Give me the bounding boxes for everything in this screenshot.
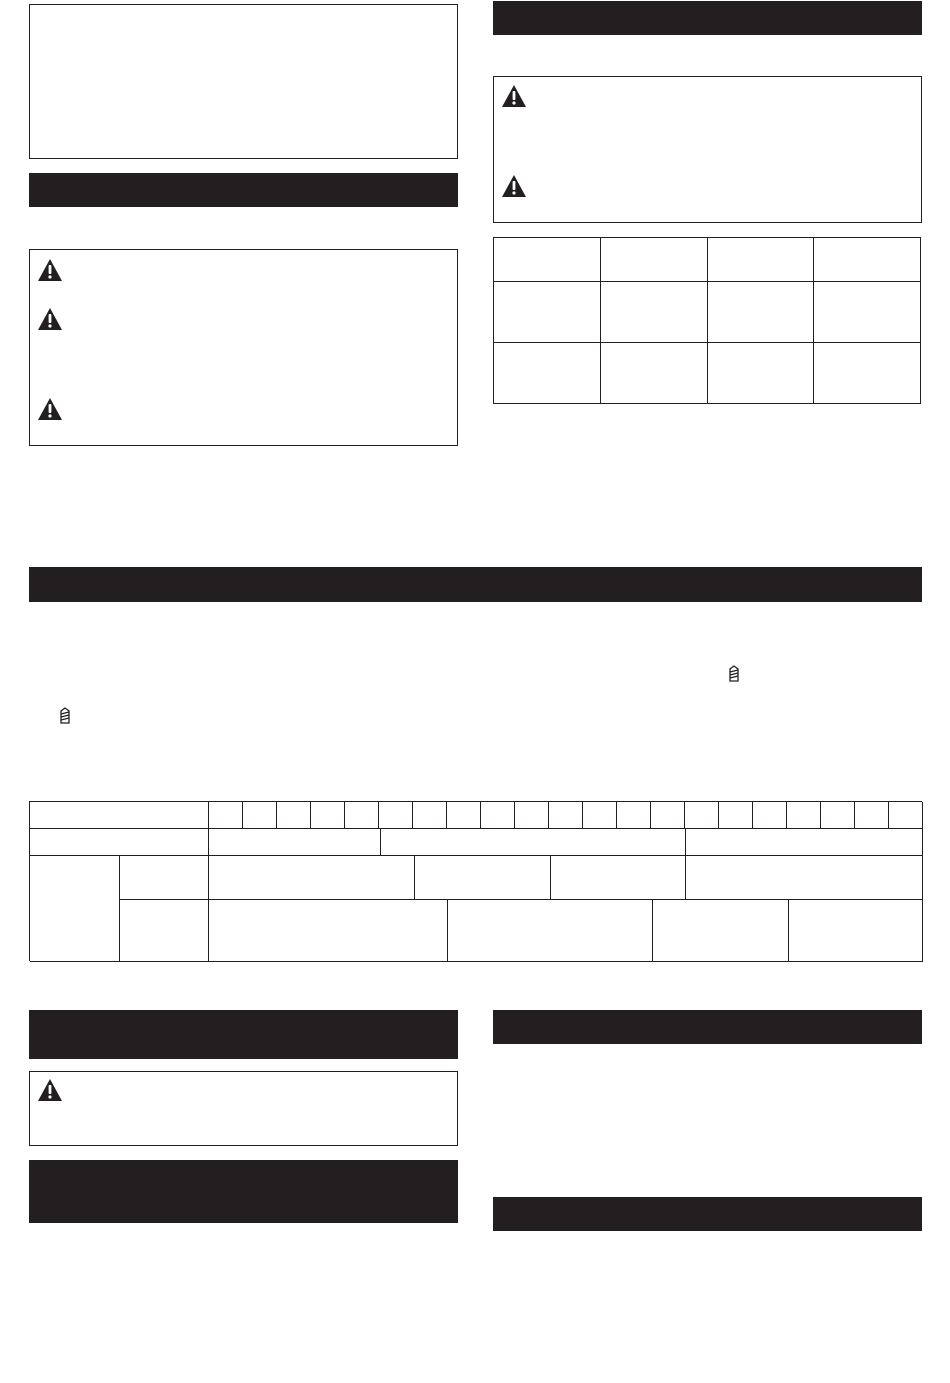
bottom-left-warning-box bbox=[29, 1071, 458, 1146]
setting-cell bbox=[685, 802, 719, 828]
bottom-right-section-header-2 bbox=[493, 1197, 922, 1231]
setting-cell bbox=[583, 802, 617, 828]
table-row bbox=[30, 802, 923, 829]
full-width-section-header bbox=[29, 567, 922, 602]
table-cell bbox=[653, 900, 789, 961]
table-row-group bbox=[30, 856, 923, 962]
table-cell bbox=[415, 856, 551, 899]
table-cell bbox=[209, 829, 381, 855]
group-label-cell bbox=[30, 856, 120, 961]
warning-triangle-icon bbox=[37, 307, 63, 331]
table-cell bbox=[600, 238, 707, 282]
setting-cell bbox=[243, 802, 277, 828]
speed-setting-table bbox=[29, 801, 922, 961]
table-row bbox=[30, 829, 923, 856]
warning-triangle-icon bbox=[37, 1078, 63, 1102]
setting-cell bbox=[481, 802, 515, 828]
table-cell bbox=[600, 282, 707, 343]
setting-cell bbox=[855, 802, 889, 828]
table-cell bbox=[814, 238, 921, 282]
setting-cell bbox=[447, 802, 481, 828]
right-warnings-box bbox=[493, 76, 922, 223]
left-warnings-box bbox=[29, 249, 458, 446]
table-cell bbox=[30, 829, 209, 855]
table-row bbox=[120, 856, 923, 900]
table-cell bbox=[814, 343, 921, 404]
setting-cell bbox=[787, 802, 821, 828]
setting-cell bbox=[345, 802, 379, 828]
bottom-left-section-header-1 bbox=[29, 1010, 458, 1059]
drill-bit-icon bbox=[59, 707, 71, 725]
left-section-header bbox=[29, 173, 458, 207]
table-cell bbox=[707, 343, 814, 404]
setting-cell bbox=[889, 802, 923, 828]
setting-cell bbox=[515, 802, 549, 828]
setting-cell bbox=[379, 802, 413, 828]
table-cell bbox=[686, 856, 923, 899]
table-cell bbox=[209, 900, 448, 961]
sub-label-cell bbox=[120, 900, 209, 961]
right-section-header bbox=[493, 1, 922, 35]
table-cell bbox=[381, 829, 686, 855]
top-left-note-box bbox=[29, 4, 458, 159]
right-spec-table bbox=[493, 237, 921, 404]
drill-bit-icon bbox=[728, 665, 740, 683]
table-cell bbox=[600, 343, 707, 404]
row-label-cell bbox=[30, 802, 209, 828]
setting-cell bbox=[413, 802, 447, 828]
bottom-left-section-header-2 bbox=[29, 1160, 458, 1223]
setting-cell bbox=[719, 802, 753, 828]
table-cell bbox=[494, 238, 601, 282]
table-cell bbox=[707, 238, 814, 282]
setting-cell bbox=[651, 802, 685, 828]
setting-cell bbox=[549, 802, 583, 828]
setting-cell bbox=[617, 802, 651, 828]
table-row bbox=[120, 900, 923, 961]
setting-cell bbox=[753, 802, 787, 828]
sub-label-cell bbox=[120, 856, 209, 899]
setting-cell bbox=[311, 802, 345, 828]
warning-triangle-icon bbox=[37, 397, 63, 421]
warning-triangle-icon bbox=[501, 174, 527, 198]
table-cell bbox=[448, 900, 653, 961]
table-cell bbox=[686, 829, 923, 855]
table-cell bbox=[551, 856, 686, 899]
setting-cell bbox=[209, 802, 243, 828]
table-cell bbox=[789, 900, 923, 961]
setting-cell bbox=[277, 802, 311, 828]
bottom-right-section-header-1 bbox=[493, 1010, 922, 1044]
table-cell bbox=[814, 282, 921, 343]
setting-cell bbox=[821, 802, 855, 828]
warning-triangle-icon bbox=[501, 84, 527, 108]
warning-triangle-icon bbox=[37, 258, 63, 282]
setting-number-cells bbox=[209, 802, 923, 828]
table-cell bbox=[494, 282, 601, 343]
table-cell bbox=[209, 856, 415, 899]
table-cell bbox=[494, 343, 601, 404]
table-cell bbox=[707, 282, 814, 343]
